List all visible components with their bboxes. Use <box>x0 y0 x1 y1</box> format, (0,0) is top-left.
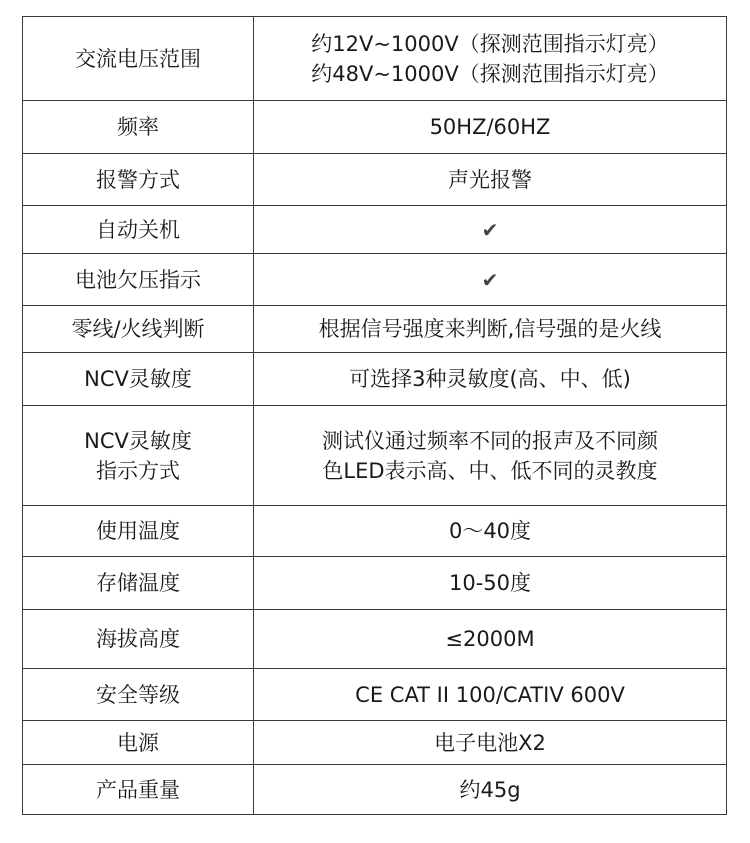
spec-value-line: 约48V~1000V（探测范围指示灯亮） <box>311 61 669 86</box>
table-row <box>23 17 727 101</box>
spec-value: 约45g <box>254 765 727 815</box>
spec-value: CE CAT II 100/CATIV 600V <box>254 669 727 721</box>
spec-value <box>254 406 727 506</box>
spec-value: ≤2000M <box>254 610 727 669</box>
table-row <box>23 154 727 206</box>
spec-table <box>22 16 727 815</box>
spec-value: 50HZ/60HZ <box>254 101 727 154</box>
spec-value <box>254 254 727 306</box>
spec-label: NCV灵敏度 <box>23 353 254 406</box>
spec-label: 电源 <box>23 721 254 765</box>
spec-value: 电子电池X2 <box>254 721 727 765</box>
spec-value <box>254 206 727 254</box>
table-row <box>23 353 727 406</box>
spec-label: 产品重量 <box>23 765 254 815</box>
spec-label: 电池欠压指示 <box>23 254 254 306</box>
table-row <box>23 206 727 254</box>
spec-value: 0～40度 <box>254 506 727 557</box>
table-row <box>23 610 727 669</box>
table-row <box>23 406 727 506</box>
spec-label: 频率 <box>23 101 254 154</box>
table-row <box>23 101 727 154</box>
spec-value: 可选择3种灵敏度(高、中、低) <box>254 353 727 406</box>
spec-value <box>254 17 727 101</box>
spec-value: 根据信号强度来判断,信号强的是火线 <box>254 306 727 353</box>
spec-label: 海拔高度 <box>23 610 254 669</box>
table-row <box>23 254 727 306</box>
checkmark-icon: ✔ <box>481 267 499 292</box>
table-row <box>23 765 727 815</box>
checkmark-icon: ✔ <box>481 217 499 242</box>
spec-value-line: 测试仪通过频率不同的报声及不同颜 <box>322 428 658 453</box>
table-row <box>23 557 727 610</box>
spec-value: 10-50度 <box>254 557 727 610</box>
spec-label: 报警方式 <box>23 154 254 206</box>
spec-label: 存储温度 <box>23 557 254 610</box>
spec-label-line: 指示方式 <box>96 458 180 483</box>
spec-value: 声光报警 <box>254 154 727 206</box>
table-row <box>23 506 727 557</box>
spec-label: 交流电压范围 <box>23 17 254 101</box>
spec-value-line: 约12V~1000V（探测范围指示灯亮） <box>311 31 669 56</box>
table-row <box>23 669 727 721</box>
spec-value-line: 色LED表示高、中、低不同的灵教度 <box>322 458 658 483</box>
spec-label: 使用温度 <box>23 506 254 557</box>
table-row <box>23 306 727 353</box>
spec-label: 自动关机 <box>23 206 254 254</box>
spec-label: 安全等级 <box>23 669 254 721</box>
spec-label: 零线/火线判断 <box>23 306 254 353</box>
table-row <box>23 721 727 765</box>
spec-label <box>23 406 254 506</box>
spec-label-line: NCV灵敏度 <box>84 428 192 453</box>
